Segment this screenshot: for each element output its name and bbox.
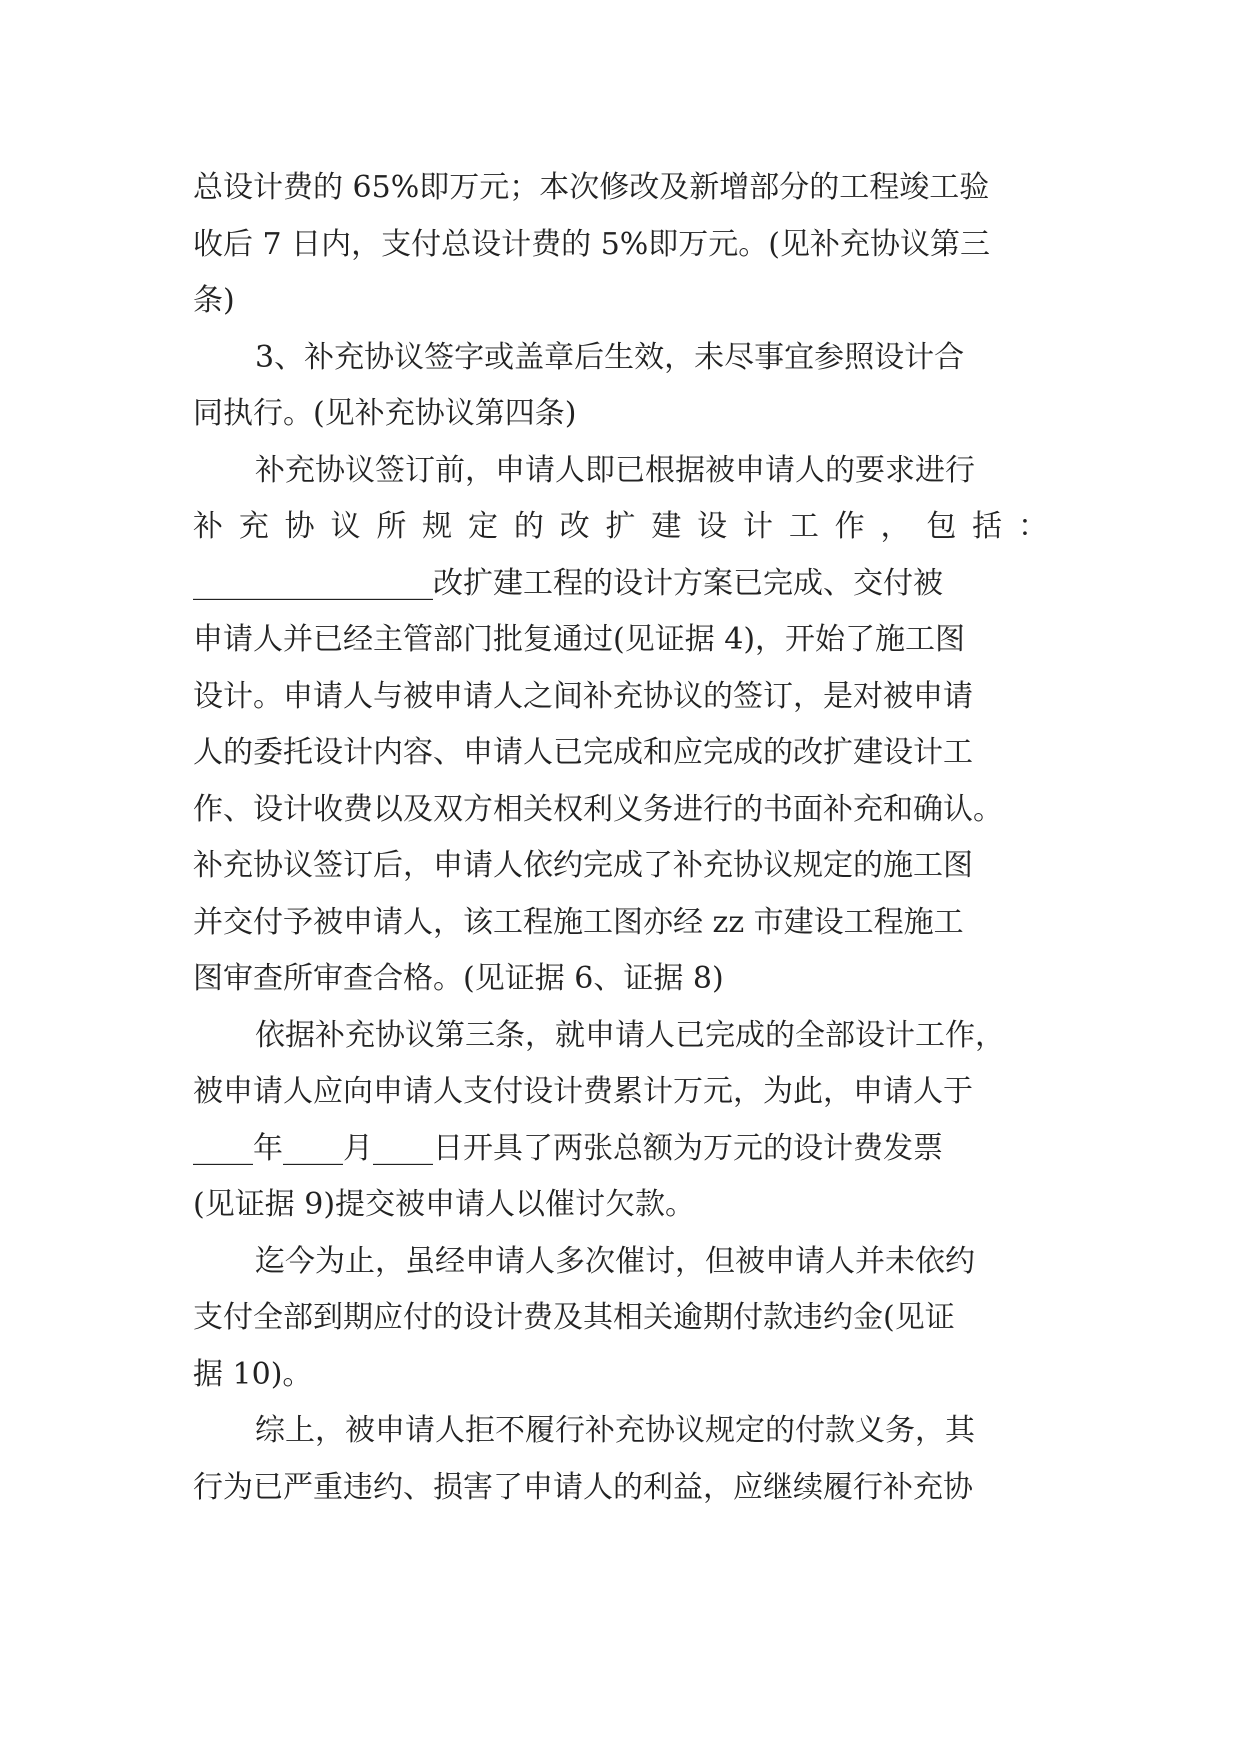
text-line: ________________改扩建工程的设计方案已完成、交付被 (193, 565, 943, 601)
text-line: 条) (193, 283, 235, 318)
text-line: (见证据 9)提交被申请人以催讨欠款。 (193, 1187, 696, 1222)
paragraph-payment-terms (193, 160, 1048, 330)
text-line: 总设计费的 65%即万元；本次修改及新增部分的工程竣工验 (193, 170, 990, 205)
text-line: 作、设计收费以及双方相关权利义务进行的书面补充和确认。 (193, 791, 1003, 827)
text-line: ____年____月____日开具了两张总额为万元的设计费发票 (193, 1130, 943, 1166)
text-line: 依据补充协议第三条，就申请人已完成的全部设计工作， (255, 1017, 1005, 1053)
text-line: 被申请人应向申请人支付设计费累计万元，为此，申请人于 (193, 1074, 973, 1109)
text-line: 同执行。(见补充协议第四条) (193, 396, 577, 431)
text-line: 并交付予被申请人，该工程施工图亦经 zz 市建设工程施工 (193, 904, 964, 940)
text-line: 支付全部到期应付的设计费及其相关逾期付款违约金(见证 (193, 1300, 955, 1335)
text-line: 3、补充协议签字或盖章后生效，未尽事宜参照设计合 (255, 339, 965, 375)
paragraph-conclusion (193, 1403, 1048, 1516)
text-line: 行为已严重违约、损害了申请人的利益，应继续履行补充协 (193, 1469, 973, 1505)
paragraph-agreement-effective (193, 330, 1048, 443)
text-line: 综上，被申请人拒不履行补充协议规定的付款义务，其 (255, 1413, 975, 1448)
text-line: 据 10)。 (193, 1356, 313, 1392)
text-line: 补充协议签订前，申请人即已根据被申请人的要求进行 (255, 452, 975, 488)
text-line: 图审查所审查合格。(见证据 6、证据 8) (193, 961, 724, 996)
document-body (193, 160, 1048, 1516)
paragraph-invoice (193, 1008, 1048, 1234)
text-line: 人的委托设计内容、申请人已完成和应完成的改扩建设计工 (193, 735, 973, 770)
text-line: 申请人并已经主管部门批复通过(见证据 4)，开始了施工图 (193, 622, 966, 657)
paragraph-design-work (193, 443, 1048, 1008)
text-line: 补充协议签订后，申请人依约完成了补充协议规定的施工图 (193, 848, 973, 883)
text-line: 收后 7 日内，支付总设计费的 5%即万元。(见补充协议第三 (193, 226, 990, 262)
text-line: 迄今为止，虽经申请人多次催讨，但被申请人并未依约 (255, 1243, 975, 1279)
text-line: 设计。申请人与被申请人之间补充协议的签订，是对被申请 (193, 678, 973, 714)
paragraph-unpaid (193, 1234, 1048, 1404)
text-line: 补 充 协 议 所 规 定 的 改 扩 建 设 计 工 作 ， 包 括 ： (193, 509, 1048, 544)
